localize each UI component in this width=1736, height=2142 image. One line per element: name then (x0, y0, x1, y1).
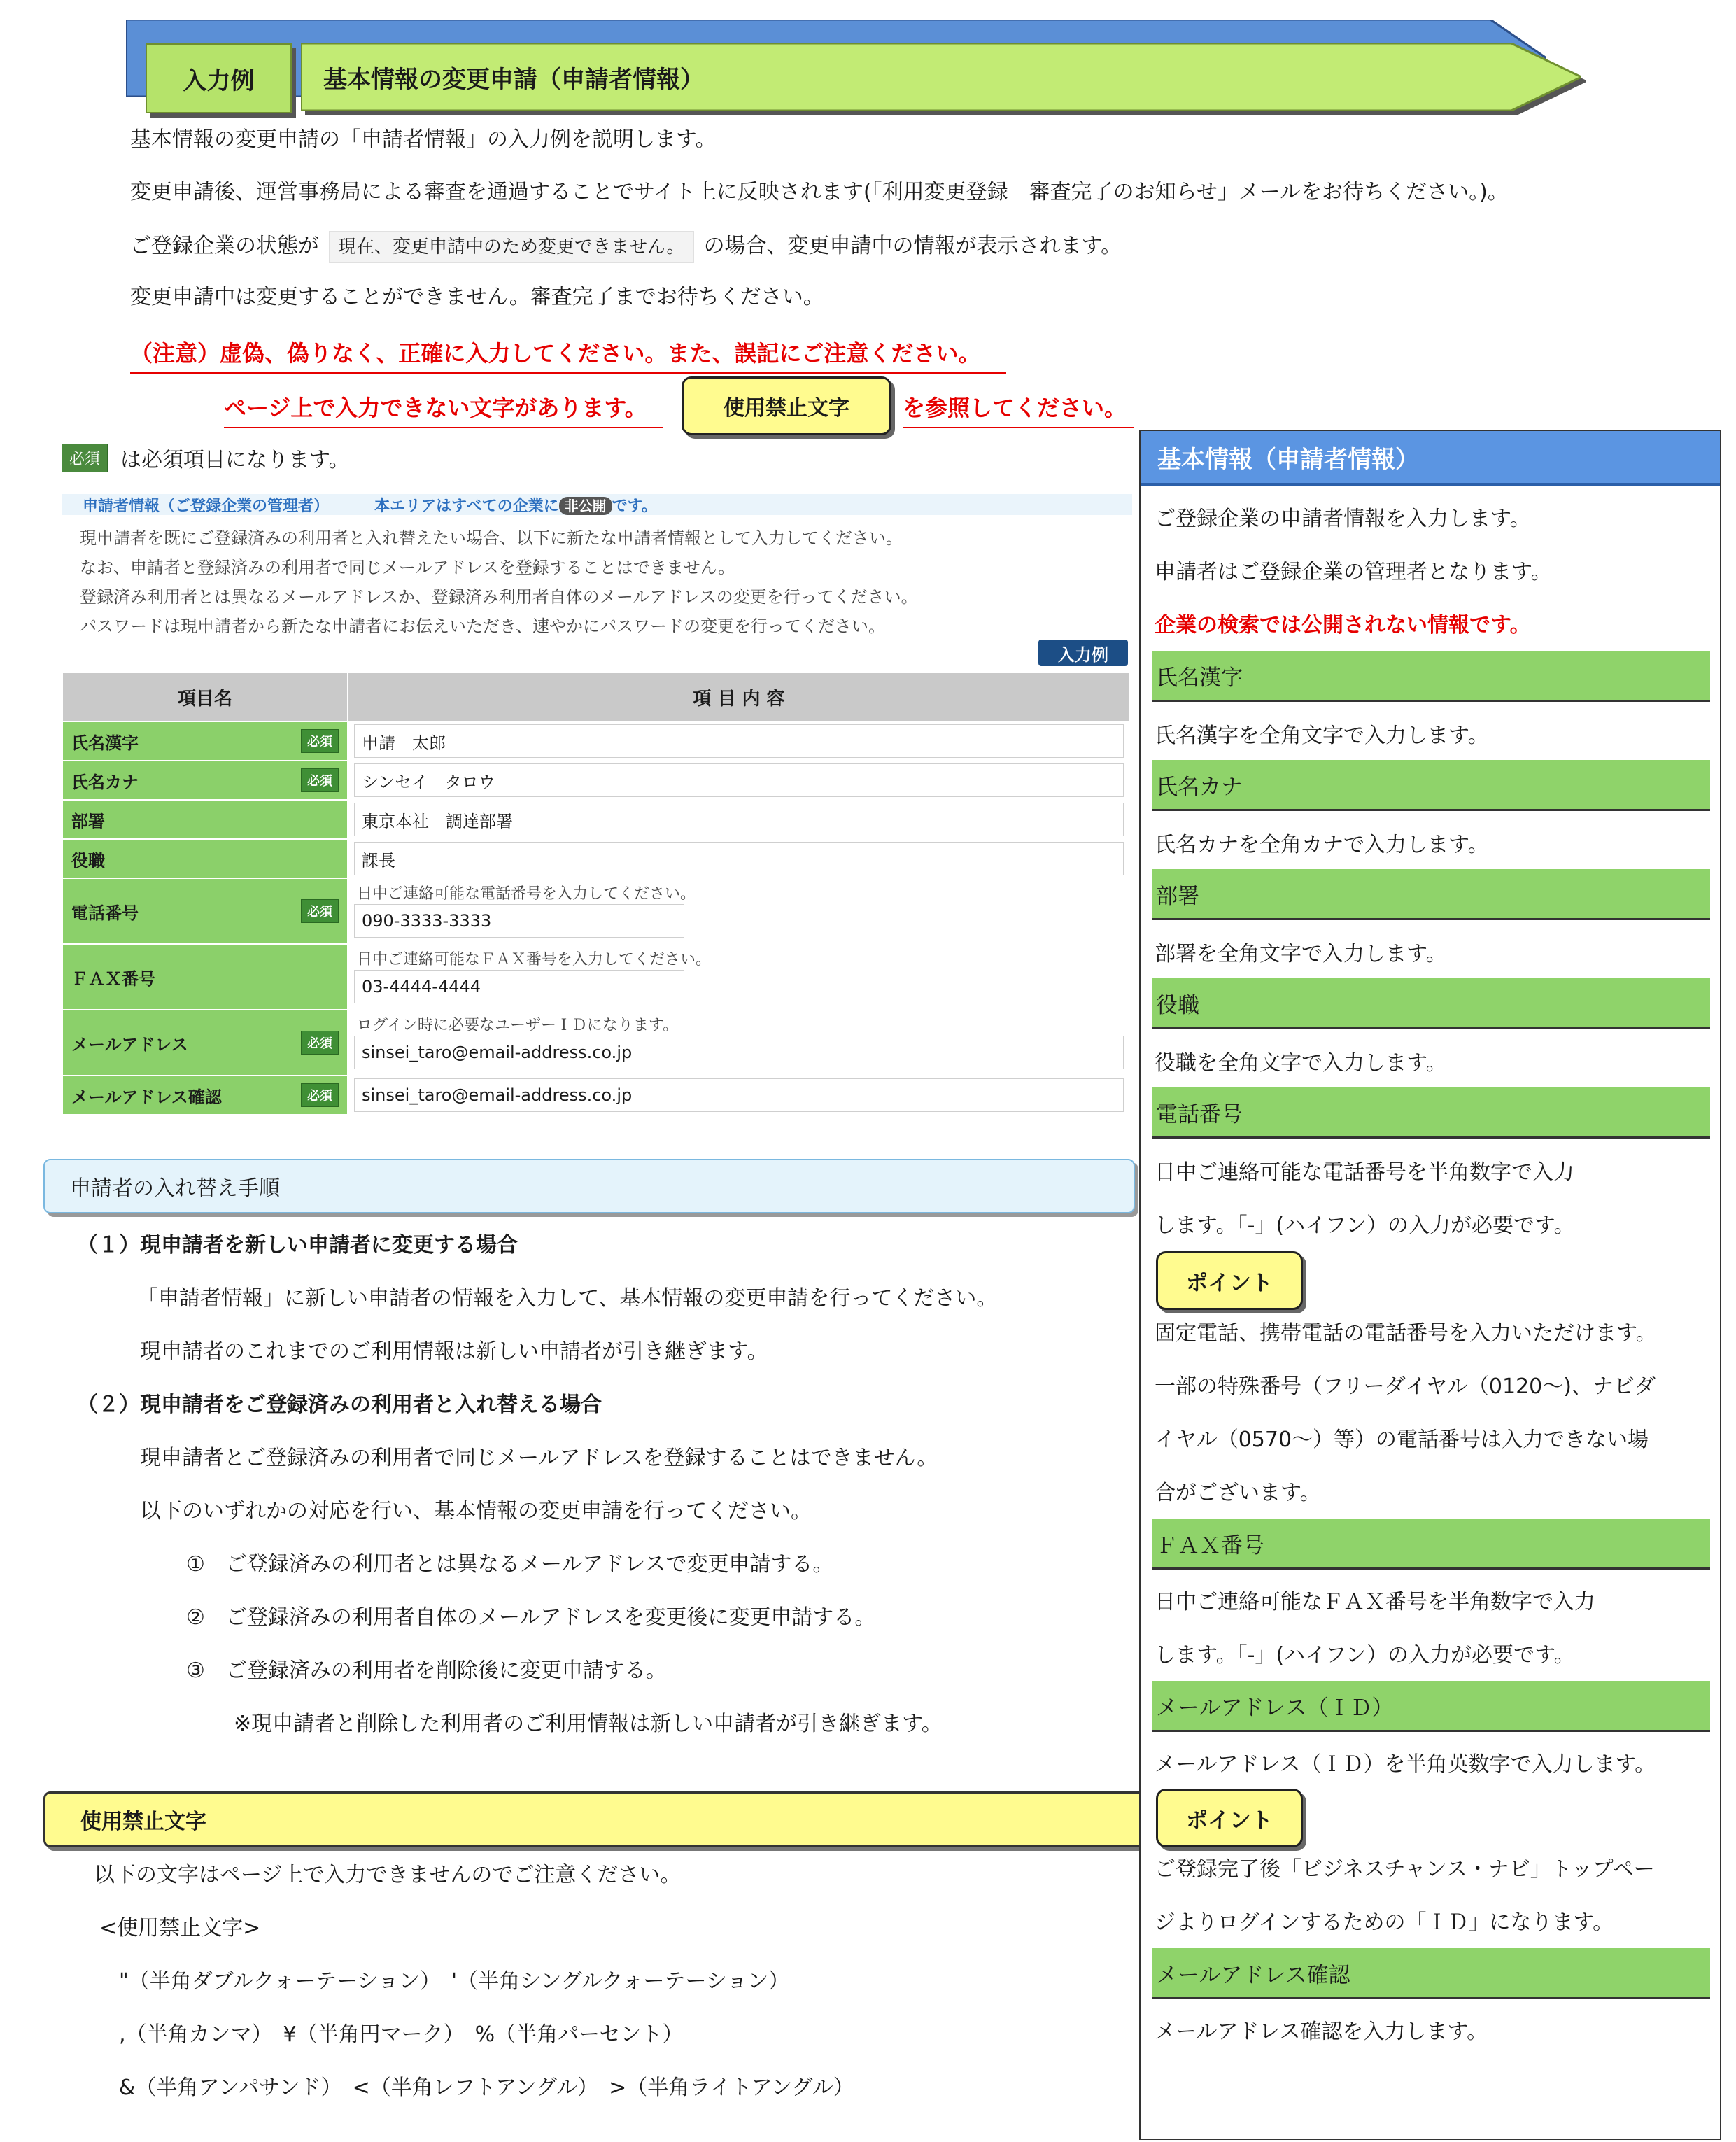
panel-text-fax-1: 日中ご連絡可能なＦＡＸ番号を半角数字で入力 (1155, 1590, 1595, 1614)
table-row (62, 878, 1130, 944)
prohibited-line-3: "（半角ダブルクォーテーション） '（半角シングルクォーテーション） (119, 1969, 790, 1994)
required-badge: 必須 (62, 444, 108, 472)
option-1 (186, 1551, 833, 1579)
panel-intro-3: 企業の検索では公開されない情報です。 (1155, 613, 1531, 637)
prohibited-line-5: &（半角アンパサンド） <（半角レフトアングル） >（半角ライトアングル） (119, 2076, 854, 2100)
prohibited-section-header: 使用禁止文字 (43, 1791, 1146, 1847)
area-note-pre: 本エリアはすべての企業に (374, 498, 559, 515)
status-sample: 現在、変更申請中のため変更できません。 (329, 231, 694, 263)
caution-line-2-pre: ページ上で入力できない文字があります。 (224, 390, 663, 428)
prohibited-line-4: ,（半角カンマ） ¥（半角円マーク） %（半角パーセント） (119, 2022, 684, 2047)
option-1-num: ① (186, 1552, 205, 1577)
table-row (62, 721, 1130, 761)
column-header-name: 項目名 (62, 672, 348, 721)
panel-point-phone-2: 一部の特殊番号（フリーダイヤル（0120～)、ナビダ (1155, 1374, 1656, 1399)
panel-text-position: 役職を全角文字で入力します。 (1155, 1051, 1447, 1076)
panel-intro-1: ご登録企業の申請者情報を入力します。 (1155, 507, 1531, 531)
form-section-header (62, 494, 1132, 515)
required-legend (62, 442, 350, 473)
panel-head-email-confirm: メールアドレス確認 (1152, 1948, 1710, 1999)
info-panel (1139, 430, 1721, 2140)
required-badge: 必須 (301, 1083, 339, 1107)
form-section-title: 申請者情報（ご登録企業の管理者） (83, 498, 330, 515)
case2-line-1: 現申請者とご登録済みの利用者で同じメールアドレスを登録することはできません。 (140, 1446, 938, 1470)
caution-line-1: （注意）虚偽、偽りなく、正確に入力してください。また、誤記にご注意ください。 (130, 336, 1006, 374)
prohibited-line-1: 以下の文字はページ上で入力できませんのでご注意ください。 (94, 1863, 682, 1887)
field-label: メールアドレス (71, 1034, 188, 1055)
table-row (62, 944, 1130, 1010)
table-row (62, 800, 1130, 839)
email-input[interactable]: sinsei_taro@email-address.co.jp (354, 1036, 1124, 1069)
panel-point-email-2: ジよりログインするための「ＩＤ」になります。 (1155, 1910, 1614, 1935)
phone-input[interactable]: 090-3333-3333 (354, 904, 684, 938)
table-row (62, 1076, 1130, 1115)
table-row (62, 839, 1130, 878)
intro-line-3-post: の場合、変更申請中の情報が表示されます。 (703, 234, 1122, 258)
field-label: 電話番号 (71, 903, 139, 923)
position-input[interactable]: 課長 (354, 842, 1124, 875)
option-1-text: ご登録済みの利用者とは異なるメールアドレスで変更申請する。 (225, 1552, 834, 1577)
panel-point-phone-4: 合がございます。 (1155, 1481, 1321, 1505)
panel-head-kana: 氏名カナ (1152, 760, 1710, 811)
field-label: 部署 (71, 811, 105, 831)
panel-head-position: 役職 (1152, 978, 1710, 1029)
department-input[interactable]: 東京本社 調達部署 (354, 803, 1124, 836)
caution-line-2-post: を参照してください。 (903, 390, 1134, 428)
panel-point-phone-3: イヤル（0570～）等）の電話番号は入力できない場 (1155, 1428, 1649, 1452)
field-label: ＦＡＸ番号 (71, 968, 155, 989)
page-title: 基本情報の変更申請（申請者情報） (323, 65, 704, 94)
panel-text-fax-2: します。「-」(ハイフン）の入力が必要です。 (1155, 1643, 1575, 1668)
form-note: なお、申請者と登録済みの利用者で同じメールアドレスを登録することはできません。 (80, 558, 735, 577)
name-kanji-input[interactable]: 申請 太郎 (354, 724, 1124, 758)
field-label: 氏名漢字 (71, 733, 139, 753)
panel-text-kana: 氏名カナを全角カナで入力します。 (1155, 833, 1489, 857)
required-badge: 必須 (301, 899, 339, 923)
table-row (62, 1010, 1130, 1076)
panel-head-email: メールアドレス（ＩＤ） (1152, 1681, 1710, 1732)
case2-title: （２）現申請者をご登録済みの利用者と入れ替える場合 (77, 1393, 602, 1417)
case1-line-2: 現申請者のこれまでのご利用情報は新しい申請者が引き継ぎます。 (140, 1339, 768, 1364)
header-tab: 入力例 (146, 43, 292, 113)
form-note: 登録済み利用者とは異なるメールアドレスか、登録済み利用者自体のメールアドレスの変更を行ってください。 (80, 587, 918, 607)
field-hint: ログイン時に必要なユーザーＩＤになります。 (357, 1017, 679, 1034)
option-2-text: ご登録済みの利用者自体のメールアドレスを変更後に変更申請する。 (225, 1605, 876, 1630)
panel-text-phone-1: 日中ご連絡可能な電話番号を半角数字で入力 (1155, 1160, 1574, 1185)
example-button[interactable]: 入力例 (1038, 640, 1128, 666)
column-header-content: 項 目 内 容 (348, 672, 1130, 721)
option-3-note: ※現申請者と削除した利用者のご利用情報は新しい申請者が引き継ぎます。 (234, 1712, 943, 1736)
option-2 (186, 1604, 875, 1632)
panel-head-phone: 電話番号 (1152, 1087, 1710, 1139)
applicant-form-table (62, 672, 1131, 1115)
intro-line-2: 変更申請後、運営事務局による審査を通過することでサイト上に反映されます(「利用変更登録 審査完了のお知らせ」メールをお待ちください。)。 (130, 180, 1509, 204)
form-note: パスワードは現申請者から新たな申請者にお伝えいただき、速やかにパスワードの変更を行ってください。 (80, 616, 886, 636)
field-label: 氏名カナ (71, 772, 139, 792)
option-2-num: ② (186, 1605, 205, 1630)
required-badge: 必須 (301, 768, 339, 792)
prohibited-line-2: <使用禁止文字> (99, 1916, 261, 1940)
case1-title: （１）現申請者を新しい申請者に変更する場合 (77, 1233, 518, 1257)
point-badge: ポイント (1156, 1251, 1303, 1310)
point-badge: ポイント (1156, 1789, 1303, 1847)
form-note: 現申請者を既にご登録済みの利用者と入れ替えたい場合、以下に新たな申請者情報として入力してください。 (80, 528, 903, 548)
info-panel-title: 基本情報（申請者情報） (1141, 431, 1720, 486)
option-3-num: ③ (186, 1658, 205, 1683)
form-notes (80, 523, 918, 641)
field-hint: 日中ご連絡可能なＦＡＸ番号を入力してください。 (357, 951, 712, 968)
panel-text-email-confirm: メールアドレス確認を入力します。 (1155, 2020, 1488, 2044)
panel-intro-2: 申請者はご登録企業の管理者となります。 (1155, 560, 1552, 584)
panel-head-kanji: 氏名漢字 (1152, 651, 1710, 702)
intro-line-1: 基本情報の変更申請の「申請者情報」の入力例を説明します。 (130, 127, 717, 152)
panel-text-phone-2: します。「-」(ハイフン）の入力が必要です。 (1155, 1213, 1575, 1238)
option-3-text: ご登録済みの利用者を削除後に変更申請する。 (225, 1658, 667, 1683)
field-hint: 日中ご連絡可能な電話番号を入力してください。 (357, 885, 696, 903)
name-kana-input[interactable]: シンセイ タロウ (354, 763, 1124, 797)
panel-point-phone-1: 固定電話、携帯電話の電話番号を入力いただけます。 (1155, 1321, 1657, 1346)
private-badge: 非公開 (559, 497, 612, 515)
option-3 (186, 1657, 667, 1685)
intro-line-4: 変更申請中は変更することができません。審査完了までお待ちください。 (130, 285, 824, 309)
intro-line-3 (130, 231, 1122, 263)
field-label: 役職 (71, 850, 105, 871)
area-note-post: です。 (612, 498, 657, 515)
intro-line-3-pre: ご登録企業の状態が (130, 234, 319, 258)
case2-line-2: 以下のいずれかの対応を行い、基本情報の変更申請を行ってください。 (140, 1499, 812, 1523)
email-confirm-input[interactable]: sinsei_taro@email-address.co.jp (354, 1078, 1124, 1112)
panel-head-dept: 部署 (1152, 869, 1710, 920)
prohibited-chars-link-button[interactable]: 使用禁止文字 (682, 376, 891, 435)
required-badge: 必須 (301, 1031, 339, 1055)
panel-head-fax: ＦＡＸ番号 (1152, 1519, 1710, 1570)
required-legend-text: は必須項目になります。 (120, 448, 350, 472)
panel-point-email-1: ご登録完了後「ビジネスチャンス・ナビ」トップペー (1155, 1857, 1655, 1882)
panel-text-dept: 部署を全角文字で入力します。 (1155, 942, 1447, 966)
replace-section-header: 申請者の入れ替え手順 (43, 1159, 1135, 1213)
table-row (62, 761, 1130, 800)
panel-text-kanji: 氏名漢字を全角文字で入力します。 (1155, 724, 1489, 748)
panel-text-email: メールアドレス（ＩＤ）を半角英数字で入力します。 (1155, 1752, 1656, 1777)
fax-input[interactable]: 03-4444-4444 (354, 970, 684, 1003)
case1-line-1: 「申請者情報」に新しい申請者の情報を入力して、基本情報の変更申請を行ってください。 (137, 1286, 998, 1311)
field-label: メールアドレス確認 (71, 1087, 222, 1107)
required-badge: 必須 (301, 729, 339, 753)
